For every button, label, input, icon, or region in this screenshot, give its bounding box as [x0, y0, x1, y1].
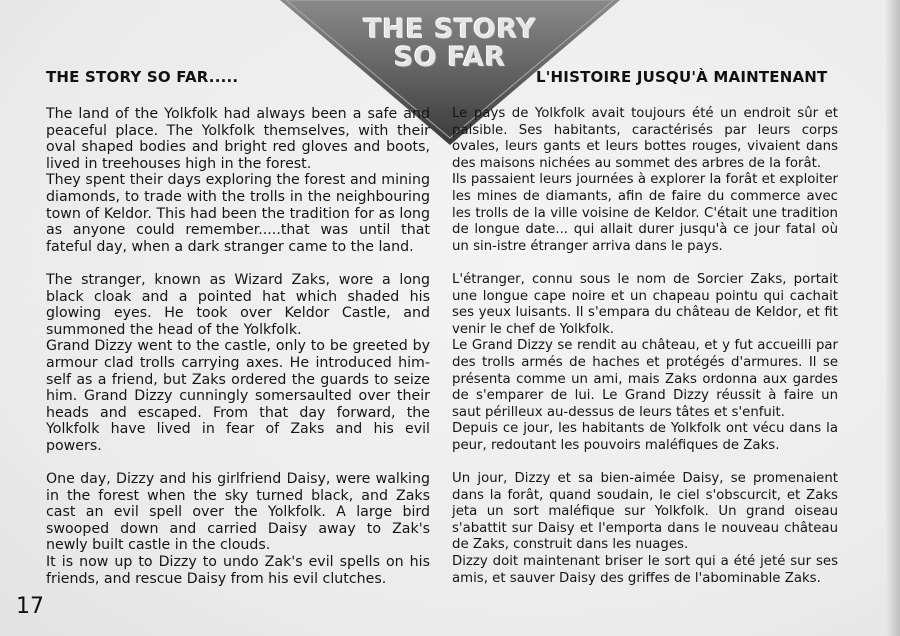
- page-number: 17: [16, 594, 44, 619]
- english-text: One day, Dizzy and his girlfriend Daisy, were walking in the forest when the sky turned black, and Zaks cast an evil spell over the Yolkfolk. A large bird swooped down and carried Daisy away to Zak's newly built castle in the clouds.: [46, 471, 430, 554]
- banner-title-line-2: SO FAR: [394, 42, 506, 73]
- french-text: Le pays de Yolkfolk avait toujours été un endroit sûr et paisible. Ses habitants, caractérisés par leurs corps ovales, leurs gants et leurs bottes rouges, vivaient dans des maisons nichées au sommet des arbres de la forât.: [452, 106, 838, 171]
- french-text: Dizzy doit maintenant briser le sort qui a été jeté sur ses amis, et sauver Daisy des griffes de l'abominable Zaks.: [452, 554, 838, 586]
- page-spine-shadow: [886, 0, 900, 636]
- english-text: They spent their days exploring the forest and mining diamonds, to trade with the trolls in the neighbouring town of Keldor. This had been the tradition for as long as anyone could remember.....that was until that fateful day, when a dark stranger came to the land.: [46, 172, 430, 255]
- french-text: Un jour, Dizzy et sa bien-aimée Daisy, se promenaient dans la forât, quand soudain, le ciel s'obscurcit, et Zaks jeta un sort maléfique sur Yolkfolk. Un grand oiseau s'abattit sur Daisy et l'emporta dans le nouveau château de Zaks, construit dans les nuages.: [452, 471, 838, 553]
- english-paragraph: [46, 106, 430, 255]
- french-paragraph: [452, 471, 838, 587]
- english-text: The stranger, known as Wizard Zaks, wore a long black cloak and a pointed hat which shaded his glowing eyes. He took over Keldor Castle, and summoned the head of the Yolkfolk.: [46, 271, 430, 338]
- english-heading: THE STORY SO FAR.....: [46, 68, 239, 86]
- french-paragraph: [452, 106, 838, 255]
- banner-title-line-1: THE STORY: [363, 14, 537, 45]
- english-text: It is now up to Dizzy to undo Zak's evil spells on his friends, and rescue Daisy from his evil clutches.: [46, 554, 430, 587]
- french-text: Depuis ce jour, les habitants de Yolkfolk ont vécu dans la peur, redoutant les pouvoirs maléfiques de Zaks.: [452, 421, 838, 453]
- french-text: Ils passaient leurs journées à explorer la forât et exploiter les mines de diamants, afin de faire du commerce avec les trolls de la ville voisine de Keldor. C'était une tradition de longue date... qui allait durer jusqu'à ce jour fatal où un sin-istre étranger arriva dans le pays.: [452, 172, 838, 254]
- french-heading: L'HISTOIRE JUSQU'À MAINTENANT: [536, 68, 828, 86]
- french-text: Le Grand Dizzy se rendit au château, et y fut accueilli par des trolls armés de haches et protégés d'armures. Il se présenta comme un ami, mais Zaks ordonna aux gardes de s'emparer de lui. Le Grand Dizzy réussit à faire un saut périlleux au-dessus de leurs tâtes et s'enfuit.: [452, 338, 838, 420]
- french-paragraph: [452, 272, 838, 455]
- french-story-column: [452, 106, 838, 604]
- english-paragraph: [46, 471, 430, 587]
- english-paragraph: [46, 272, 430, 455]
- french-text: L'étranger, connu sous le nom de Sorcier Zaks, portait une longue cape noire et un chapeau pointu qui cachait ses yeux luisants. Il s'empara du château de Keldor, et fit venir le chef de Yolkfolk.: [452, 271, 838, 337]
- english-text: The land of the Yolkfolk had always been a safe and peaceful place. The Yolkfolk themselves, with their oval shaped bodies and bright red gloves and boots, lived in treehouses high in the forest.: [46, 106, 430, 172]
- english-story-column: [46, 106, 430, 604]
- english-text: Grand Dizzy went to the castle, only to be greeted by armour clad trolls carrying axes. He introduced him-self as a friend, but Zaks ordered the guards to seize him. Grand Dizzy cunningly somersaulted over their heads and escaped. From that day forward, the Yolkfolk have lived in fear of Zaks and his evil powers.: [46, 338, 430, 454]
